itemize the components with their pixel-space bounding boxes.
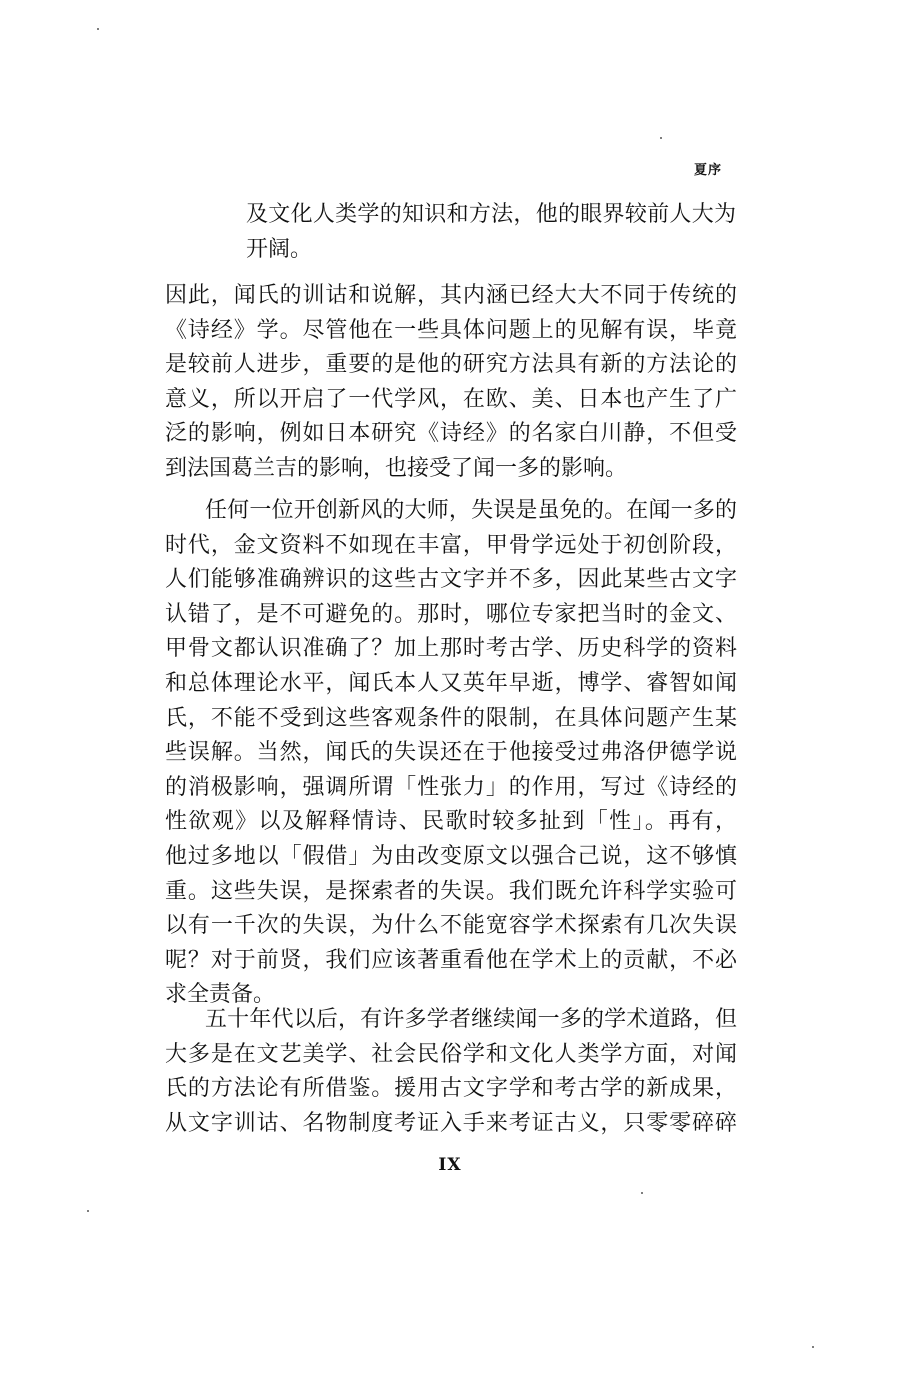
paragraph-3 [165,1003,737,1141]
text-line: 到法国葛兰吉的影响，也接受了闻一多的影响。 [165,455,628,481]
text-line: 氏的方法论有所借鉴。援用古文字学和考古学的新成果， [165,1076,737,1102]
text-line: 《诗经》学。尽管他在一些具体问题上的见解有误，毕竟 [165,317,737,343]
text-line: 泛的影响，例如日本研究《诗经》的名家白川静，不但受 [165,421,737,447]
text-line: 求全责备。 [165,982,276,1008]
text-line: 的消极影响，强调所谓「性张力」的作用，写过《诗经的 [165,774,737,800]
text-line: 是较前人进步，重要的是他的研究方法具有新的方法论的 [165,352,737,378]
scan-speck [87,1210,89,1212]
running-head: 夏序 [694,163,723,178]
text-line: 任何一位开创新风的大师，失误是虽免的。在闻一多的 [205,498,737,523]
text-line: 氏，不能不受到这些客观条件的限制，在具体问题产生某 [165,705,737,731]
text-line: 甲骨文都认识准确了？加上那时考古学、历史科学的资料 [165,636,737,662]
scan-speck [660,137,662,139]
text-line: 大多是在文艺美学、社会民俗学和文化人类学方面，对闻 [165,1041,737,1067]
text-line: 因此，闻氏的训诂和说解，其内涵已经大大不同于传统的 [165,283,737,308]
quote-block [246,198,736,267]
quote-line: 开阔。 [246,236,313,262]
text-line: 重。这些失误，是探索者的失误。我们既允许科学实验可 [165,878,737,904]
text-line: 以有一千次的失误，为什么不能宽容学术探索有几次失误 [165,913,737,939]
paragraph-2 [165,494,737,1013]
text-line: 意义，所以开启了一代学风，在欧、美、日本也产生了广 [165,386,737,412]
paragraph-1 [165,279,737,487]
page-number: IX [438,1155,462,1175]
text-line: 些误解。当然，闻氏的失误还在于他接受过弗洛伊德学说 [165,740,737,766]
text-line: 认错了，是不可避免的。那时，哪位专家把当时的金文、 [165,601,737,627]
text-line: 人们能够准确辨识的这些古文字并不多，因此某些古文字 [165,567,737,593]
scan-speck [641,1192,643,1194]
text-line: 呢？对于前贤，我们应该著重看他在学术上的贡献，不必 [165,947,737,973]
text-line: 和总体理论水平，闻氏本人又英年早逝，博学、睿智如闻 [165,670,737,696]
text-line: 他过多地以「假借」为由改变原文以强合己说，这不够慎 [165,843,737,869]
scan-speck [812,1346,814,1348]
scan-speck [97,28,99,30]
text-line: 从文字训诂、名物制度考证入手来考证古义，只零零碎碎 [165,1110,737,1136]
quote-line: 及文化人类学的知识和方法，他的眼界较前人大为 [246,202,736,227]
text-line: 时代，金文资料不如现在丰富，甲骨学远处于初创阶段， [165,532,737,558]
text-line: 性欲观》以及解释情诗、民歌时较多扯到「性」。再有， [165,809,737,835]
text-line: 五十年代以后，有许多学者继续闻一多的学术道路，但 [205,1007,737,1032]
